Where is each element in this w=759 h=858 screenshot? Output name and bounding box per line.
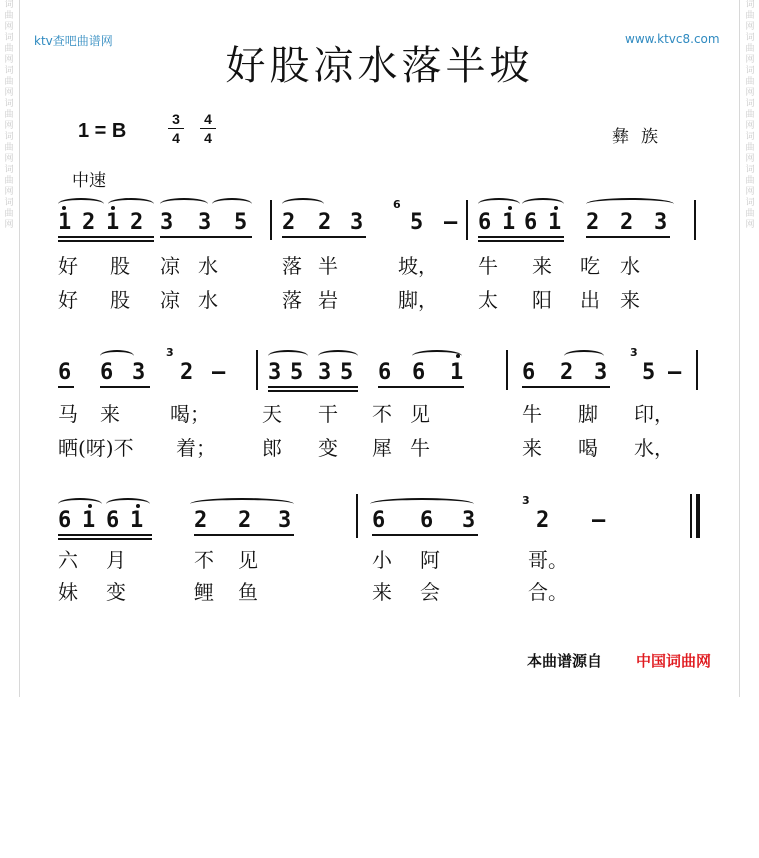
lyric: 来	[532, 254, 552, 278]
watermark-glyph: 词	[745, 165, 755, 175]
lyric: 哥。	[528, 548, 568, 572]
barline	[466, 200, 468, 240]
time-sig-numerator: 3	[172, 111, 180, 127]
time-sig-denominator: 4	[204, 130, 212, 146]
watermark-glyph: 词	[4, 198, 14, 208]
barline	[256, 350, 258, 390]
lyric: 来	[100, 402, 120, 426]
beam	[58, 236, 154, 238]
beam	[268, 386, 358, 388]
beam	[522, 386, 610, 388]
barline	[356, 494, 358, 538]
lyric: 犀	[372, 436, 392, 460]
site-link-right[interactable]: www.ktvc8.com	[625, 32, 720, 46]
watermark-glyph: 曲	[4, 143, 14, 153]
note: 6	[412, 360, 426, 385]
barline	[506, 350, 508, 390]
watermark-glyph: 词	[4, 66, 14, 76]
origin-label: 彝族	[612, 127, 670, 147]
beam	[378, 386, 464, 388]
note: 1	[548, 210, 562, 235]
lyric: 太	[478, 288, 498, 312]
lyric: 好	[58, 288, 78, 312]
lyric: 不	[372, 402, 392, 426]
lyric: 妹	[58, 580, 78, 604]
note: 6	[58, 508, 72, 533]
watermark-glyph: 词	[4, 132, 14, 142]
lyric: 马	[58, 402, 78, 426]
note: 5	[290, 360, 304, 385]
lyric: 半	[318, 254, 338, 278]
note: 3	[160, 210, 174, 235]
lyric: 出	[580, 288, 600, 312]
lyric: 吃	[580, 254, 600, 278]
lyric: 牛	[478, 254, 498, 278]
watermark-glyph: 网	[745, 22, 755, 32]
note: 2	[536, 508, 550, 533]
watermark-glyph: 网	[745, 187, 755, 197]
lyric: 小	[372, 548, 392, 572]
watermark-glyph: 网	[745, 220, 755, 230]
grace-note: 3	[630, 346, 638, 359]
watermark-glyph: 词	[745, 66, 755, 76]
note: 2	[560, 360, 574, 385]
note: 5	[410, 210, 424, 235]
note: 2	[586, 210, 600, 235]
lyric: 凉	[160, 254, 180, 278]
beam	[282, 236, 366, 238]
beam	[372, 534, 478, 536]
lyric: 岩	[318, 288, 338, 312]
final-barline-thick	[696, 494, 700, 538]
final-barline-thin	[690, 494, 692, 538]
note: 5	[340, 360, 354, 385]
lyric: 脚	[578, 402, 598, 426]
note: 6	[372, 508, 386, 533]
watermark-glyph: 词	[4, 165, 14, 175]
watermark-glyph: 词	[745, 0, 755, 10]
note: 3	[594, 360, 608, 385]
note: 2	[282, 210, 296, 235]
beam	[268, 390, 358, 392]
note: 1	[82, 508, 96, 533]
beam	[58, 386, 74, 388]
watermark-glyph: 网	[4, 88, 14, 98]
lyric: 牛	[410, 436, 430, 460]
watermark-glyph: 网	[4, 154, 14, 164]
lyric: 喝	[578, 436, 598, 460]
note-dash: –	[668, 360, 682, 385]
tempo-marking: 中速	[72, 171, 106, 191]
lyric: 水	[198, 288, 218, 312]
lyric: 干	[318, 402, 338, 426]
watermark-glyph: 网	[4, 187, 14, 197]
note: 6	[420, 508, 434, 533]
watermark-glyph: 曲	[745, 209, 755, 219]
lyric: 落	[282, 254, 302, 278]
slur	[282, 198, 324, 210]
note: 3	[268, 360, 282, 385]
note: 1	[58, 210, 72, 235]
watermark-glyph: 曲	[4, 209, 14, 219]
lyric: 来	[620, 288, 640, 312]
grace-note: 3	[166, 346, 174, 359]
time-signature-4-4	[200, 112, 216, 145]
note: 6	[100, 360, 114, 385]
note: 1	[450, 360, 464, 385]
lyric: 来	[522, 436, 542, 460]
lyric: 来	[372, 580, 392, 604]
note: 2	[194, 508, 208, 533]
lyric: 会	[420, 580, 440, 604]
watermark-glyph: 网	[4, 22, 14, 32]
grace-note: 3	[522, 494, 530, 507]
barline	[694, 200, 696, 240]
watermark-glyph: 曲	[745, 11, 755, 21]
note: 5	[234, 210, 248, 235]
note: 1	[106, 210, 120, 235]
grace-note: 6	[393, 198, 401, 211]
watermark-glyph: 词	[745, 33, 755, 43]
watermark-glyph: 网	[745, 88, 755, 98]
watermark-glyph: 曲	[745, 143, 755, 153]
lyric: 晒(呀)不	[58, 436, 134, 460]
slur	[212, 198, 252, 210]
slur	[478, 198, 520, 210]
lyric: 股	[110, 254, 130, 278]
watermark-glyph: 网	[745, 55, 755, 65]
watermark-glyph: 曲	[745, 44, 755, 54]
note: 6	[58, 360, 72, 385]
note-dash: –	[444, 210, 458, 235]
watermark-glyph: 曲	[745, 176, 755, 186]
lyric: 阿	[420, 548, 440, 572]
note: 2	[130, 210, 144, 235]
note: 6	[478, 210, 492, 235]
watermark-glyph: 网	[4, 121, 14, 131]
slur	[160, 198, 208, 210]
note: 3	[198, 210, 212, 235]
watermark-glyph: 网	[4, 220, 14, 230]
lyric: 变	[318, 436, 338, 460]
lyric: 郎	[262, 436, 282, 460]
barline	[696, 350, 698, 390]
watermark-glyph: 网	[4, 55, 14, 65]
lyric: 印，	[634, 402, 674, 426]
note: 1	[130, 508, 144, 533]
beam	[100, 386, 150, 388]
lyric: 合。	[528, 580, 568, 604]
lyric: 见	[238, 548, 258, 572]
lyric: 见	[410, 402, 430, 426]
watermark-glyph: 曲	[745, 77, 755, 87]
watermark-glyph: 词	[745, 132, 755, 142]
lyric: 脚，	[398, 288, 438, 312]
note-dash: –	[212, 360, 226, 385]
note: 3	[278, 508, 292, 533]
lyric: 落	[282, 288, 302, 312]
note: 6	[524, 210, 538, 235]
beam	[194, 534, 294, 536]
lyric: 喝；	[170, 402, 210, 426]
lyric: 水	[198, 254, 218, 278]
note: 1	[502, 210, 516, 235]
time-sig-numerator: 4	[204, 111, 212, 127]
note: 3	[654, 210, 668, 235]
beam	[58, 240, 154, 242]
slur	[586, 198, 674, 210]
watermark-glyph: 词	[745, 198, 755, 208]
barline	[270, 200, 272, 240]
site-link-left[interactable]: ktv查吧曲谱网	[34, 34, 113, 48]
note: 2	[620, 210, 634, 235]
lyric: 股	[110, 288, 130, 312]
watermark-glyph: 曲	[4, 110, 14, 120]
lyric: 六	[58, 548, 78, 572]
beam	[160, 236, 252, 238]
beam	[58, 538, 152, 540]
note: 2	[238, 508, 252, 533]
note: 6	[378, 360, 392, 385]
note: 3	[318, 360, 332, 385]
beam	[478, 236, 564, 238]
watermark-glyph: 曲	[4, 77, 14, 87]
watermark-glyph: 曲	[4, 176, 14, 186]
beam	[478, 240, 564, 242]
note-dash: –	[592, 508, 606, 533]
beam	[586, 236, 670, 238]
source-label: 本曲谱源自	[527, 652, 603, 670]
time-sig-denominator: 4	[172, 130, 180, 146]
note: 2	[180, 360, 194, 385]
lyric: 牛	[522, 402, 542, 426]
note: 3	[350, 210, 364, 235]
note: 3	[132, 360, 146, 385]
beam	[58, 534, 152, 536]
lyric: 水，	[634, 436, 674, 460]
lyric: 天	[262, 402, 282, 426]
watermark-glyph: 曲	[4, 11, 14, 21]
note: 6	[106, 508, 120, 533]
lyric: 水	[620, 254, 640, 278]
time-signature-3-4	[168, 112, 184, 145]
lyric: 鱼	[238, 580, 258, 604]
lyric: 月	[106, 548, 126, 572]
watermark-glyph: 曲	[745, 110, 755, 120]
source-site-link[interactable]: 中国词曲网	[636, 652, 712, 670]
lyric: 着；	[176, 436, 216, 460]
high-octave-dot	[456, 354, 460, 358]
key-signature: 1 = B	[78, 120, 127, 142]
note: 2	[318, 210, 332, 235]
lyric: 不	[194, 548, 214, 572]
watermark-glyph: 网	[745, 121, 755, 131]
lyric: 变	[106, 580, 126, 604]
song-title: 好股凉水落半坡	[225, 43, 534, 89]
watermark-glyph: 网	[745, 154, 755, 164]
watermark-glyph: 词	[4, 33, 14, 43]
lyric: 坡，	[398, 254, 438, 278]
note: 3	[462, 508, 476, 533]
lyric: 阳	[532, 288, 552, 312]
watermark-glyph: 词	[4, 99, 14, 109]
lyric: 凉	[160, 288, 180, 312]
note: 6	[522, 360, 536, 385]
lyric: 鲤	[194, 580, 214, 604]
watermark-glyph: 词	[4, 0, 14, 10]
note: 5	[642, 360, 656, 385]
watermark-glyph: 词	[745, 99, 755, 109]
watermark-glyph: 曲	[4, 44, 14, 54]
note: 2	[82, 210, 96, 235]
lyric: 好	[58, 254, 78, 278]
